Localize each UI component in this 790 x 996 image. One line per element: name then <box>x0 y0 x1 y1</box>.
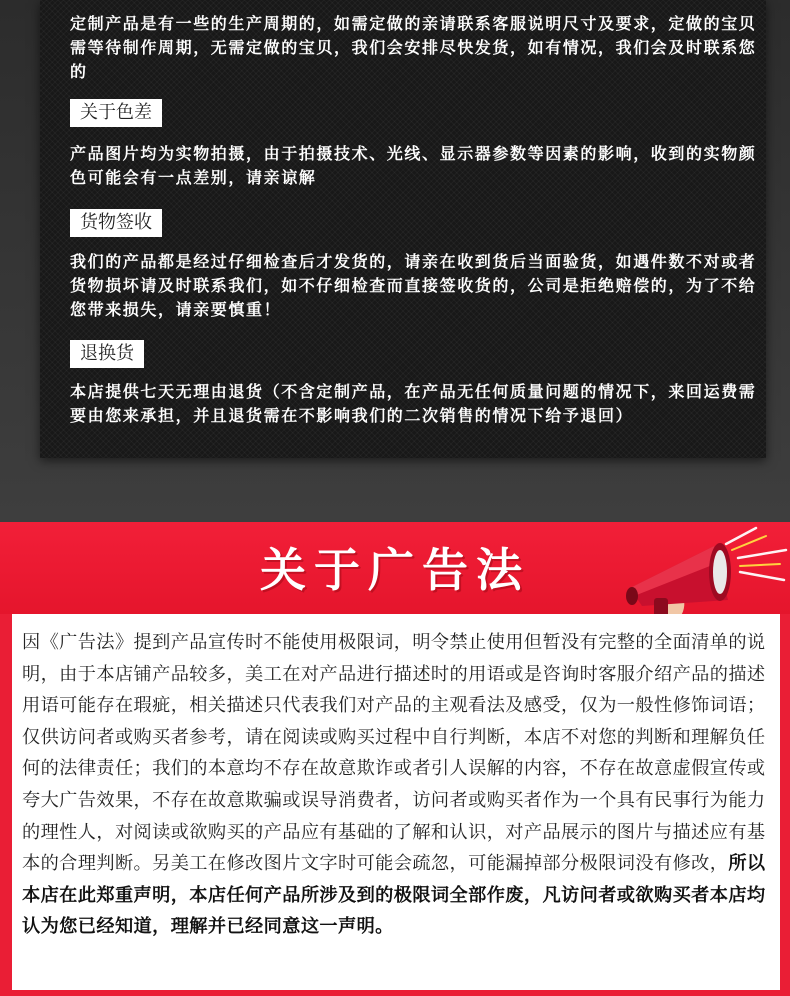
color-diff-text: 产品图片均为实物拍摄，由于拍摄技术、光线、显示器参数等因素的影响，收到的实物颜色可能会有一点差别，请亲谅解 <box>70 144 757 187</box>
custom-product-text: 定制产品是有一些的生产周期的，如需定做的亲请联系客服说明尺寸及要求，定做的宝贝需等待制作周期，无需定做的宝贝，我们会安排尽快发货，如有情况，我们会及时联系您的 <box>70 14 757 81</box>
ad-law-text-normal: 因《广告法》提到产品宣传时不能使用极限词，明令禁止使用但暂没有完整的全面清单的说明，由于本店铺产品较多，美工在对产品进行描述时的用语或是咨询时客服介绍产品的描述用语可能存在瑕疵，相关描述只代表我们对产品的主观看法及感受，仅为一般性修饰词语；仅供访问者或购买者参考，请在阅读或购买过程中自行判断，本店不对您的判断和理解负任何的法律责任；我们的本意均不存在故意欺诈或者引人误解的内容，不存在故意虚假宣传或夸大广告效果，不存在故意欺骗或误导消费者，访问者或购买者作为一个具有民事行为能力的理性人，对阅读或欲购买的产品应有基础的了解和认识，对产品展示的图片与描述应有基本的合理判断。另美工在修改图片文字时可能会疏忽，可能漏掉部分极限词没有修改， <box>22 632 766 875</box>
ad-law-title: 关于广告法 <box>260 543 530 597</box>
megaphone-icon <box>616 522 790 622</box>
color-diff-tag: 关于色差 <box>70 99 162 127</box>
ad-law-text-bold: 所以本店在此郑重声明，本店任何产品所涉及到的极限词全部作废，凡访问者或欲购买者本店均认为您已经知道，理解并已经同意这一声明。 <box>22 853 766 938</box>
ad-law-text <box>22 627 770 943</box>
returns-tag: 退换货 <box>70 340 144 368</box>
receipt-tag: 货物签收 <box>70 209 162 237</box>
receipt-text: 我们的产品都是经过仔细检查后才发货的，请亲在收到货后当面验货，如遇件数不对或者货物损坏请及时联系我们，如不仔细检查而直接签收货的，公司是拒绝赔偿的，为了不给您带来损失，请亲要慎重！ <box>70 252 757 319</box>
returns-text: 本店提供七天无理由退货（不含定制产品，在产品无任何质量问题的情况下，来回运费需要由您来承担，并且退货需在不影响我们的二次销售的情况下给予退回） <box>70 382 757 425</box>
ad-law-header <box>0 522 790 614</box>
